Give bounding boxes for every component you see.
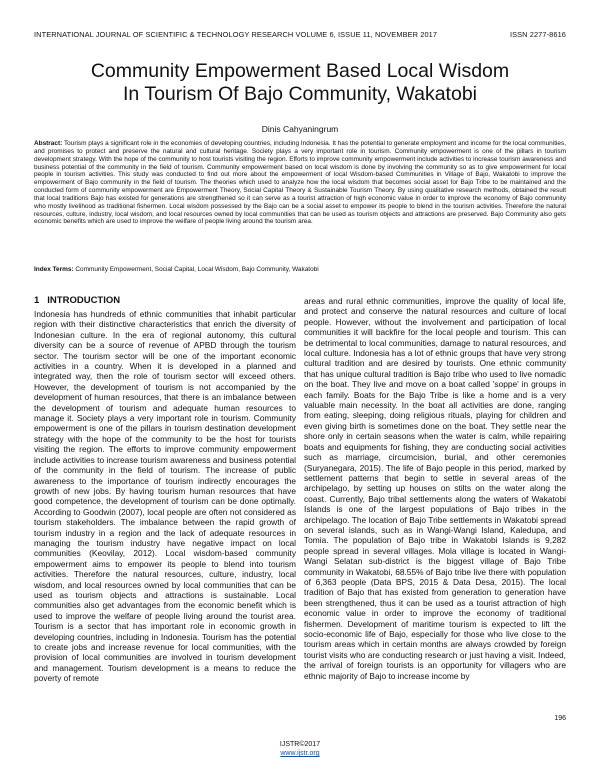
footer-copyright: IJSTR©2017 — [279, 741, 321, 748]
section-title: INTRODUCTION — [47, 295, 121, 306]
title-line-1: Community Empowerment Based Local Wisdom — [90, 60, 510, 82]
right-column — [304, 296, 566, 681]
index-terms-label: Index Terms: — [34, 266, 74, 273]
issn-header: ISSN 2277-8616 — [509, 30, 566, 39]
page-number: 196 — [554, 715, 566, 722]
left-column — [34, 296, 296, 684]
title-line-2: In Tourism Of Bajo Community, Wakatobi — [122, 83, 477, 105]
section-number: 1 — [34, 295, 40, 306]
abstract — [34, 140, 566, 226]
right-column-text: areas and rural ethnic communities, improve the quality of local life, and protect and conserve the natural resources and culture of local people. However, without the involvement and participation of local communities it will backfire for the local people and tourism. This can be detrimental to local communities, damage to natural resources, and local culture. Indonesia has a lot of ethnic groups that have very strong cultural tradition and are desired by tourists. One ethnic community that has unique cultural tradition is Bajo tribe who used to live nomadic on the boat. They live and move on a boat called 'soppe' in groups in each family. Boats for the Bajo Tribe is like a home and is a very valuable main necessity. In the boat all activities are done, ranging from eating, sleeping, doing religious rituals, playing for children and even giving birth is sometimes done on the boat. They settle near the shore only in certain seasons when the water is calm, while repairing boats and equipments for fishing, they are conducting social activities such as marriage, circumcision, burial, and other ceremonies (Suryanegara, 2015). The life of Bajo people in this period, marked by settlement patterns that begin to settle in several areas of the archipelago, by setting up houses on stilts on the water along the coast. Currently, Bajo tribal settlements along the waters of Wakatobi Islands is one of the largest populations of Bajo tribes in the archipelago. The location of Bajo Tribe settlements in Wakatobi spread on several islands, such as in Wangi-Wangi Island, Kaledupa, and Tomia. The population of Bajo tribe in Wakatobi Islands is 9,282 people spread in several villages. Mola village is located in Wangi-Wangi Selatan sub-district is the biggest village of Bajo Tribe community in Wakatobi, 68.55% of Bajo tribe live there with population of 6,363 people (Data BPS, 2015 & Data Desa, 2015). The local tradition of Bajo that has existed from generation to generation have been strengthened, thus it can be used as a tourist attraction of high economic value in order to improve the economy of traditional fishermen. Development of maritime tourism is expected to lift the socio-economic life of Bajo, especially for those who live close to the tourism areas which in certain months are always crowded by foreign tourist visits who are conducting research or just having a visit. Indeed, the arrival of foreign tourists is an opportunity for villagers who are ethnic majority of Bajo to increase income by — [304, 296, 566, 681]
left-column-text: Indonesia has hundreds of ethnic communities that inhabit particular region with their distinctive characteristics that enrich the diversity of Indonesian culture. In the era of regional autonomy, this cultural diversity can be a source of revenue of APBD through the tourism sector. The tourism sector will be one of the important economic activities in a country. When it is developed in a planned and integrated way, then the role of tourism sector will exceed others. However, the development of tourism is not accompanied by the development of human resources, that there is an imbalance between the development of tourism and adequate human resources to manage it. Society plays a very important role in tourism. Community empowerment is one of the pillars in tourism destination development strategy with the hope of the community to be the host for tourists visiting the region. The efforts to improve community empowerment include activities to increase tourism awareness and business potential of the community in the field of tourism. The increase of public awareness to the importance of tourism indirectly encourages the growth of new jobs. By having tourism human resources that have good competence, the development of tourism can be done optimally. According to Goodwin (2007), local people are often not considered as tourism stakeholders. The imbalance between the rapid growth of tourism industry in a region and the lack of adequate resources in managing the tourism industry have negative impact on local communities (Keovilay, 2012). Local wisdom-based community empowerment aims to empower its people to blend into tourism activities. Therefore the natural resources, culture, industry, local wisdom, and local resources owned by local communities that can be used as tourism objects and attractions is sustainable. Local communities also get advantages from the economic benefit which is used to improve the welfare of people living around the tourist area. Tourism is a sector that has important role in economic growth in developing countries, including in Indonesia. Tourism has the potential to create jobs and increase revenue for local communities, with the provision of local communities are involved in tourism development and management. Tourism development is a means to reduce the poverty of remote — [34, 309, 296, 684]
author-name: Dinis Cahyaningrum — [261, 124, 339, 134]
abstract-label: Abstract: — [34, 140, 63, 147]
abstract-text: Tourism plays a significant role in the economies of developing countries, including Indonesia. It has the potential to generate employment and income for the local communities, and promises to protect and preserve the natural and cultural heritage. Society plays a very important role in tourism. Community empowerment is one of the pillars in tourism development strategy. With the hope of the community to host tourists visiting the region. Efforts to improve community empowerment include activities to increase tourism awareness and business potential of the community in the field of tourism. Community empowerment based on local wisdom is done by involving the community so as to give empowerment for local people in tourism activities. This study was conducted to find out more about the empowerment of local Wisdom-based Communities in Village of Bajo, Wakatobi to improve the empowerment of Bajo community in the field of tourism. The theories which used to analyze how the local wisdom that becomes social asset for Bajo Tribe to be maintained and the conducted form of community empowerment are Empowerment Theory, Social Capital Theory & Sustainable Tourism Theory. By using qualitative research methods, obtained the result that local traditions Bajo has existed for generations are strengthened so it can serve as a tourist attraction of high economic value in order to improve the economy of Bajo community who mostly livelihood as traditional fishermen. Local wisdom possessed by the Bajo can be a social asset to empower its people to blend in the tourism activities. Therefore the natural resources, culture, industry, local wisdom, and local resources owned by local communities that can be used as tourism objects and attractions are preserved. Bajo Community also gets economic benefits which are used to improve the welfare of people living around the tourism area. — [34, 140, 567, 226]
page-footer — [0, 740, 600, 758]
footer-url-link[interactable]: www.ijstr.org — [280, 750, 320, 757]
index-terms — [34, 266, 566, 274]
journal-header: INTERNATIONAL JOURNAL OF SCIENTIFIC & TECHNOLOGY RESEARCH VOLUME 6, ISSUE 11, NOVEMBER 2017 — [34, 30, 438, 39]
section-heading — [34, 296, 296, 308]
index-terms-text: Community Empowerment, Social Capital, Local Wisdom, Bajo Community, Wakatobi — [75, 266, 319, 273]
paper-title — [30, 60, 570, 106]
